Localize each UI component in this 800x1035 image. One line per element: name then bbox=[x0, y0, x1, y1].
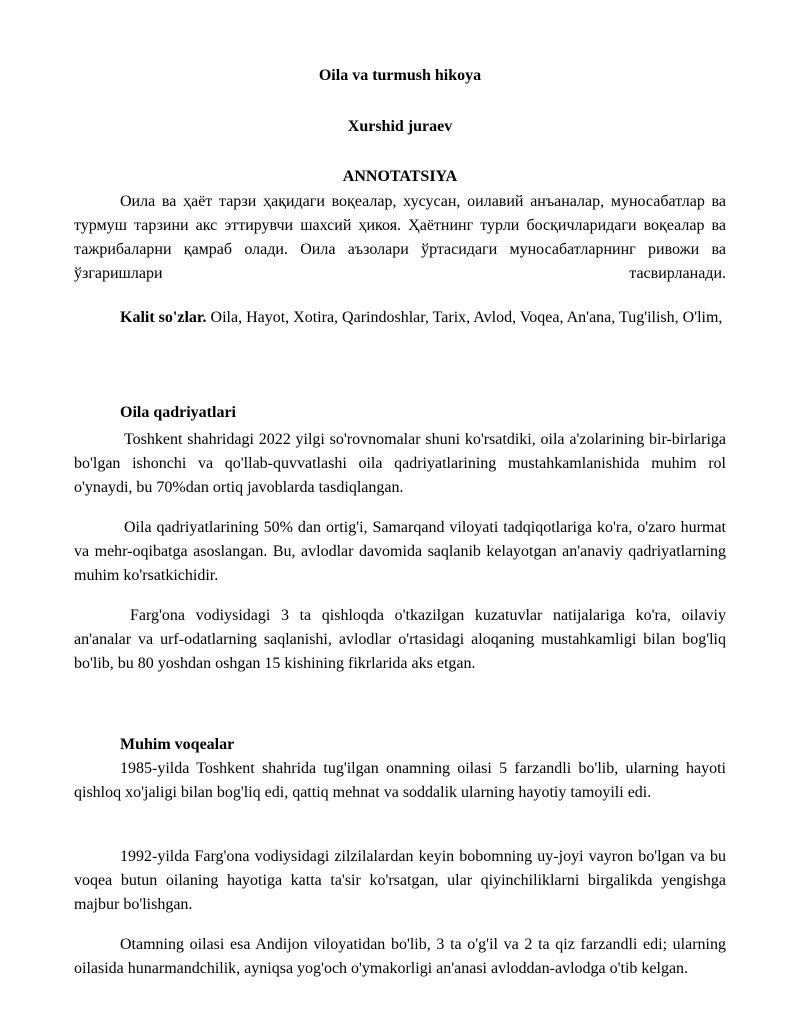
section-paragraph: Toshkent shahridagi 2022 yilgi so'rovnomalar shuni ko'rsatdiki, oila a'zolarining bir-birlariga bo'lgan ishonchi va qo'llab-quvvatlashi oila qadriyatlarining mustahkamlanishida muhim rol o'ynaydi, bu 70%dan ortiq javoblarda tasdiqlangan. bbox=[74, 431, 726, 496]
annotation-heading: ANNOTATSIYA bbox=[342, 168, 458, 185]
keywords-label: Kalit so'zlar. bbox=[120, 309, 207, 326]
keywords-list: Oila, Hayot, Xotira, Qarindoshlar, Tarix, Avlod, Voqea, An'ana, Tug'ilish, O'lim, bbox=[206, 309, 723, 326]
section-paragraph: 1985-yilda Toshkent shahrida tug'ilgan onamning oilasi 5 farzandli bo'lib, ularning hayoti qishloq xo'jaligi bilan bog'liq edi, qattiq mehnat va soddalik ularning hayotiy tamoyili edi. bbox=[74, 760, 726, 801]
annotation-text: Оила ва ҳаёт тарзи ҳақидаги воқеалар, хусусан, оилавий анъаналар, муносабатлар ва турмуш тарзини акс эттирувчи шахсий ҳикоя. Ҳаётнинг турли босқичларидаги воқеалар ва тажрибаларни қамраб олади. Оила аъзолари ўртасидаги муносабатларнинг ривожи ва ўзгаришлари тасвирланади. bbox=[74, 193, 726, 282]
section-paragraph: Farg'ona vodiysidagi 3 ta qishloqda o'tkazilgan kuzatuvlar natijalariga ko'ra, oilaviy an'analar va urf-odatlarning saqlanishi, avlodlar o'rtasidagi aloqaning mustahkamligi bilan bog'liq bo'lib, bu 80 yoshdan oshgan 15 kishining fikrlarida aks etgan. bbox=[74, 607, 726, 672]
section-heading-important-events: Muhim voqealar bbox=[120, 736, 235, 753]
section-paragraph: Otamning oilasi esa Andijon viloyatidan bo'lib, 3 ta o'g'il va 2 ta qiz farzandli edi; ularning oilasida hunarmandchilik, ayniqsa yog'och o'ymakorligi an'anasi avloddan-avlodga o'tib kelgan. bbox=[74, 936, 726, 977]
keywords-paragraph bbox=[74, 306, 726, 330]
section-heading-family-values: Oila qadriyatlari bbox=[120, 404, 236, 421]
document-author: Xurshid juraev bbox=[347, 118, 453, 135]
section-paragraph: Oila qadriyatlarining 50% dan ortig'i, Samarqand viloyati tadqiqotlariga ko'ra, o'zaro hurmat va mehr-oqibatga asoslangan. Bu, avlodlar davomida saqlanib kelayotgan an'anaviy qadriyatlarning muhim ko'rsatkichidir. bbox=[74, 519, 726, 584]
section-paragraph: 1992-yilda Farg'ona vodiysidagi zilzilalardan keyin bobomning uy-joyi vayron bo'lgan va bu voqea butun oilaning hayotiga katta ta'sir ko'rsatgan, ular qiyinchiliklarni birgalikda yengishga majbur bo'lishgan. bbox=[74, 848, 726, 913]
document-title: Oila va turmush hikoya bbox=[318, 67, 482, 84]
